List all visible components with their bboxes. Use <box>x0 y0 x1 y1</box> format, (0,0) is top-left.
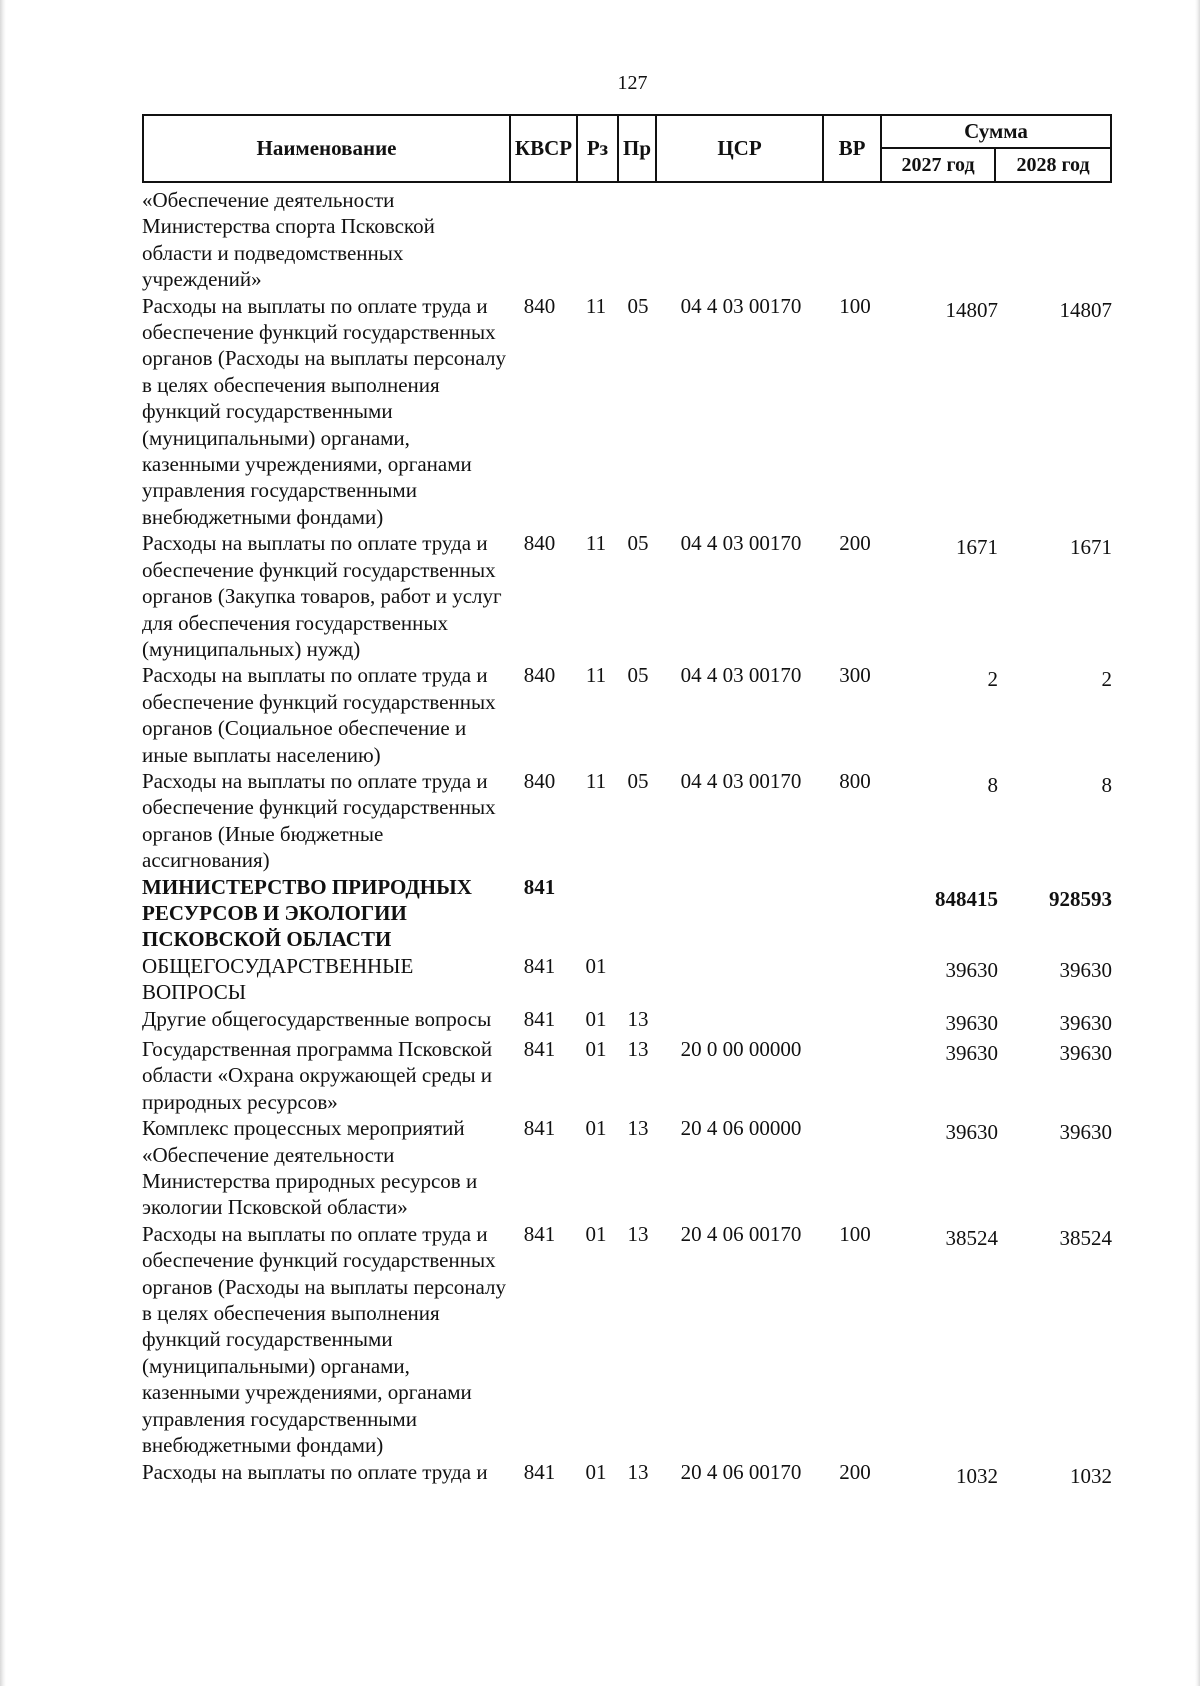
row-kvsr-cell: 841 <box>523 1037 556 1061</box>
scan-edge-right <box>1195 0 1200 1686</box>
row-vr-cell: 100 <box>839 293 871 318</box>
row-sum-2027-cell: 1671 <box>956 535 998 560</box>
header-sum: Сумма <box>880 114 1112 149</box>
row-rz-cell: 01 <box>585 953 607 978</box>
header-kvsr: КВСР <box>509 114 578 183</box>
table-row <box>142 1459 1112 1489</box>
row-name-cell: Расходы на выплаты по оплате труда и обеспечение функций государственных органов (Закупка товаров, работ и услуг для обеспечения государственных (муниципальных) нужд) <box>142 531 502 661</box>
table-row <box>142 1221 1112 1459</box>
row-sum-2027-cell: 39630 <box>945 1010 998 1035</box>
row-kvsr-cell: 840 <box>523 768 556 793</box>
row-sum-2028-cell: 2 <box>1101 667 1112 692</box>
row-rz-cell: 01 <box>585 1116 607 1141</box>
table-row <box>142 187 1112 293</box>
row-sum-2027-cell: 1032 <box>956 1463 998 1488</box>
row-sum-2027-cell <box>884 187 998 191</box>
row-pr-cell: 13 <box>627 1006 649 1031</box>
row-name-cell: «Обеспечение деятельности Министерства спорта Псковской области и подведомственных учреждений» <box>142 188 435 292</box>
row-vr-cell: 200 <box>839 531 871 556</box>
row-vr-cell: 800 <box>839 768 871 793</box>
row-pr-cell: 05 <box>627 531 649 556</box>
row-rz-cell: 01 <box>585 1006 607 1031</box>
row-sum-2027-cell: 14807 <box>945 297 998 322</box>
row-kvsr-cell: 840 <box>523 531 556 556</box>
row-rz-cell: 01 <box>585 1459 607 1484</box>
table-row <box>142 953 1112 1006</box>
row-csr-cell: 04 4 03 00170 <box>680 531 802 556</box>
header-name: Наименование <box>142 114 511 183</box>
row-rz-cell: 01 <box>585 1221 607 1246</box>
row-sum-2028-cell: 39630 <box>1059 1041 1112 1065</box>
row-csr-cell: 04 4 03 00170 <box>680 663 802 688</box>
header-year-2028: 2028 год <box>994 147 1112 183</box>
row-kvsr-cell: 840 <box>523 663 556 688</box>
row-name-cell: ОБЩЕГОСУДАРСТВЕННЫЕ ВОПРОСЫ <box>142 953 414 1005</box>
row-kvsr-cell: 841 <box>523 953 556 978</box>
row-rz-cell: 11 <box>585 663 607 688</box>
row-pr-cell: 13 <box>627 1116 649 1141</box>
row-sum-2028-cell: 14807 <box>1059 297 1112 322</box>
row-pr-cell: 05 <box>627 768 649 793</box>
row-csr-cell: 20 4 06 00000 <box>680 1116 802 1141</box>
row-sum-2028-cell: 1032 <box>1070 1463 1112 1488</box>
row-csr-cell: 20 4 06 00170 <box>680 1221 802 1246</box>
table-row <box>142 293 1112 531</box>
header-csr: ЦСР <box>655 114 824 183</box>
row-rz-cell: 11 <box>585 531 607 556</box>
row-kvsr-cell: 841 <box>523 1221 556 1246</box>
table-row <box>142 1115 1112 1221</box>
row-vr-cell: 100 <box>839 1221 871 1246</box>
table-row <box>142 874 1112 953</box>
row-csr-cell: 20 4 06 00170 <box>680 1459 802 1484</box>
row-csr-cell: 04 4 03 00170 <box>680 293 802 318</box>
row-csr-cell: 20 0 00 00000 <box>680 1037 802 1061</box>
row-sum-2028-cell: 928593 <box>1049 886 1112 911</box>
table-row <box>142 530 1112 662</box>
table-header <box>142 114 1112 187</box>
budget-table <box>142 114 1112 1489</box>
row-rz-cell: 01 <box>585 1037 607 1061</box>
row-kvsr-cell: 840 <box>523 293 556 318</box>
row-sum-2028-cell <box>998 187 1112 191</box>
row-sum-2027-cell: 38524 <box>945 1225 998 1250</box>
header-year-2027: 2027 год <box>880 147 996 183</box>
row-csr-cell: 04 4 03 00170 <box>680 768 802 793</box>
row-name-cell: Расходы на выплаты по оплате труда и <box>142 1459 488 1484</box>
page-number: 127 <box>617 72 648 94</box>
row-kvsr-cell: 841 <box>523 1116 556 1141</box>
header-rz: Рз <box>576 114 619 183</box>
row-sum-2028-cell: 1671 <box>1070 535 1112 560</box>
row-sum-2027-cell: 39630 <box>945 1041 998 1065</box>
row-name-cell: Другие общегосударственные вопросы <box>142 1006 492 1031</box>
row-sum-2028-cell: 8 <box>1101 772 1112 797</box>
row-vr-cell: 300 <box>839 663 871 688</box>
table-row <box>142 1006 1112 1036</box>
row-rz-cell: 11 <box>585 768 607 793</box>
row-pr-cell: 13 <box>627 1037 649 1061</box>
row-rz-cell: 11 <box>585 293 607 318</box>
row-kvsr-cell: 841 <box>523 1006 556 1031</box>
table-body <box>142 187 1112 1489</box>
row-pr-cell: 13 <box>627 1221 649 1246</box>
row-sum-2028-cell: 39630 <box>1059 1120 1112 1145</box>
row-sum-2028-cell: 39630 <box>1059 1010 1112 1035</box>
row-pr-cell: 05 <box>627 293 649 318</box>
row-sum-2028-cell: 38524 <box>1059 1225 1112 1250</box>
row-sum-2027-cell: 39630 <box>945 1120 998 1145</box>
row-sum-2027-cell: 848415 <box>935 886 998 911</box>
row-sum-2027-cell: 2 <box>987 667 998 692</box>
header-pr: Пр <box>617 114 657 183</box>
row-pr-cell: 05 <box>627 663 649 688</box>
table-row <box>142 662 1112 768</box>
row-kvsr-cell: 841 <box>523 1459 556 1484</box>
row-sum-2027-cell: 39630 <box>945 957 998 982</box>
table-row <box>142 768 1112 874</box>
row-kvsr-cell: 841 <box>523 874 556 899</box>
row-name-cell: Комплекс процессных мероприятий «Обеспечение деятельности Министерства природных ресурсов и экологии Псковской области» <box>142 1116 478 1220</box>
row-pr-cell: 13 <box>627 1459 649 1484</box>
row-name-cell: Расходы на выплаты по оплате труда и обеспечение функций государственных органов (Иные бюджетные ассигнования) <box>142 768 496 873</box>
row-sum-2028-cell: 39630 <box>1059 957 1112 982</box>
row-name-cell: Государственная программа Псковской области «Охрана окружающей среды и природных ресурсов» <box>142 1037 493 1114</box>
scan-edge-left <box>0 0 6 1686</box>
row-name-cell: Расходы на выплаты по оплате труда и обеспечение функций государственных органов (Социальное обеспечение и иные выплаты населению) <box>142 663 496 767</box>
row-vr-cell: 200 <box>839 1459 871 1484</box>
header-vr: ВР <box>822 114 882 183</box>
row-name-cell: МИНИСТЕРСТВО ПРИРОДНЫХ РЕСУРСОВ И ЭКОЛОГИИ ПСКОВСКОЙ ОБЛАСТИ <box>142 874 472 952</box>
table-row <box>142 1036 1112 1115</box>
row-name-cell: Расходы на выплаты по оплате труда и обеспечение функций государственных органов (Расходы на выплаты персоналу в целях обеспечения выполнения функций государственными (муниципальными) органами, казенными учреждениями, органами управления государственными внебюджетными фондами) <box>142 293 506 529</box>
row-sum-2027-cell: 8 <box>987 772 998 797</box>
row-name-cell: Расходы на выплаты по оплате труда и обеспечение функций государственных органов (Расходы на выплаты персоналу в целях обеспечения выполнения функций государственными (муниципальными) органами, казенными учреждениями, органами управления государственными внебюджетными фондами) <box>142 1221 506 1458</box>
